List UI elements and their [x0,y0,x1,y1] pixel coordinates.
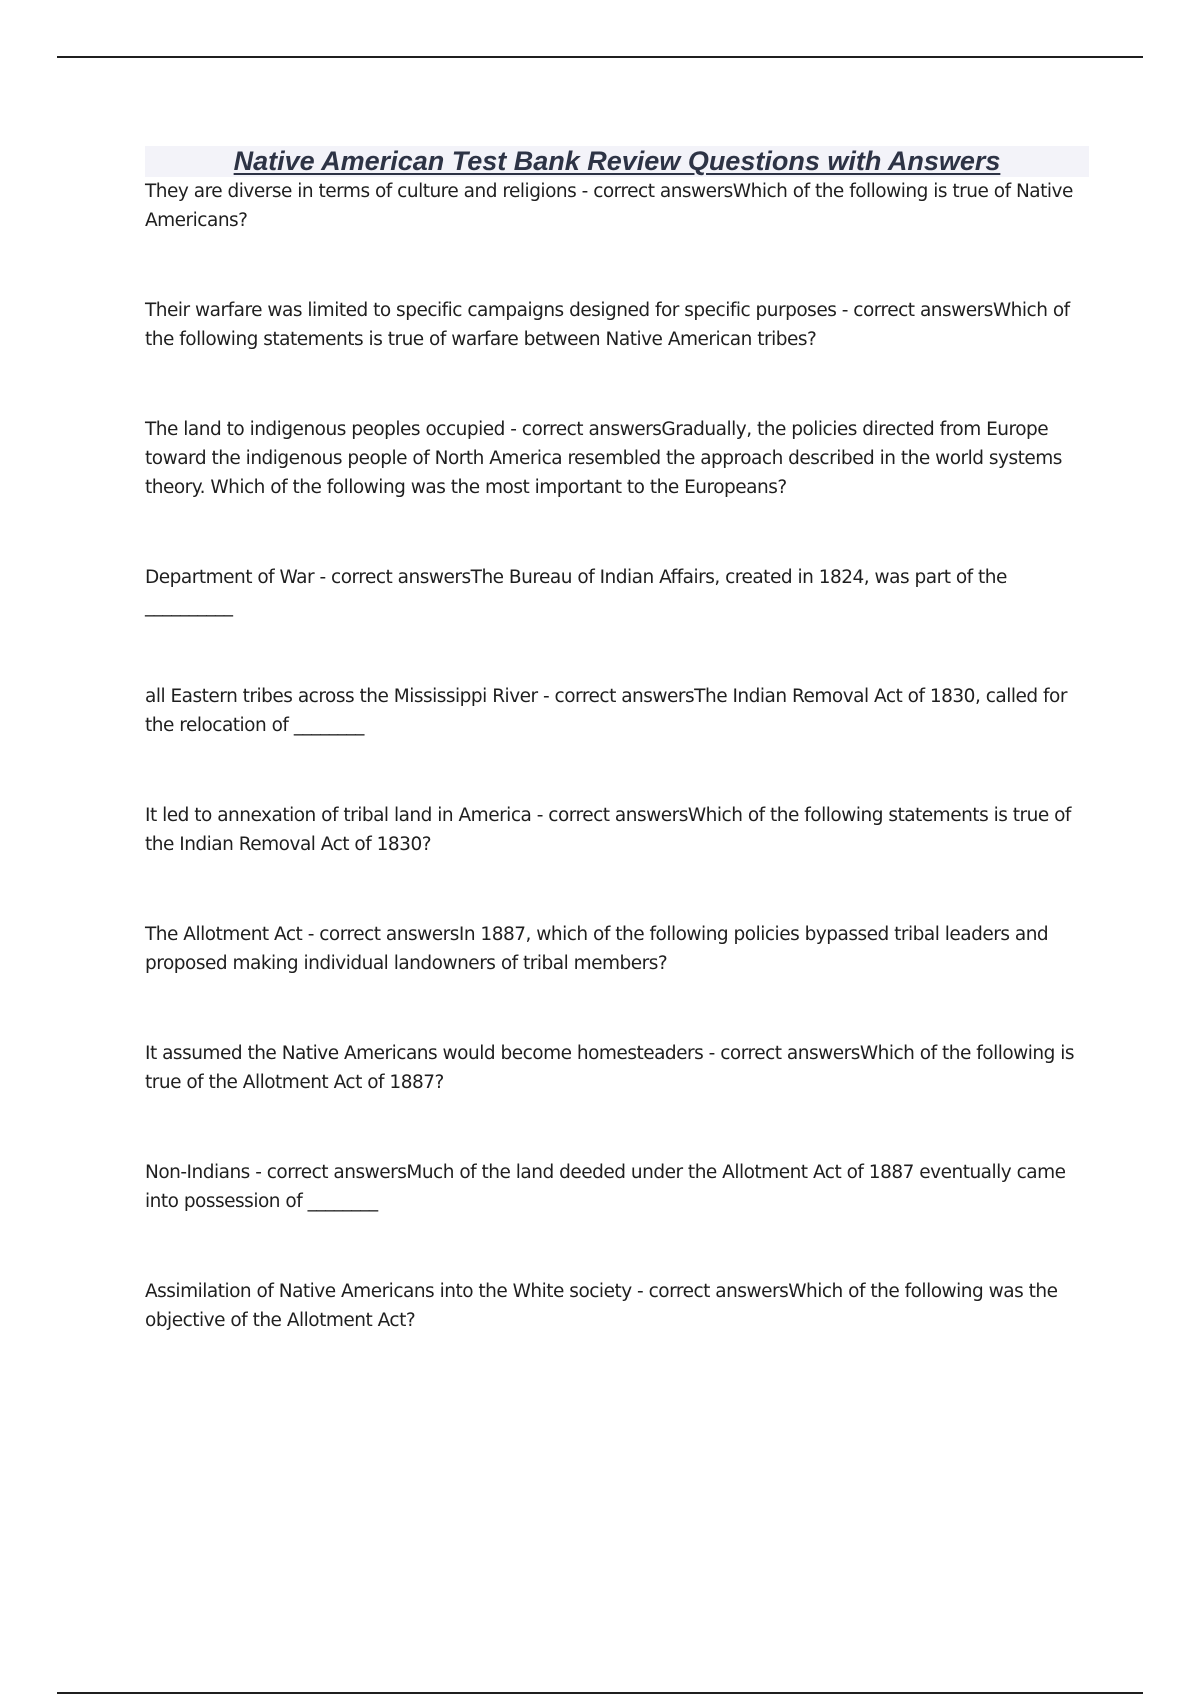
document-title: Native American Test Bank Review Questions with Answers [233,146,1001,176]
qa-item: It assumed the Native Americans would become homesteaders - correct answersWhich of the following is true of the Allotment Act of 1887? [145,1043,1080,1093]
qa-item: The Allotment Act - correct answersIn 1887, which of the following policies bypassed tribal leaders and proposed making individual landowners of tribal members? [145,924,1054,974]
footer-rule [57,1692,1143,1694]
qa-item: Assimilation of Native Americans into the White society - correct answersWhich of the following was the objective of the Allotment Act? [145,1281,1063,1331]
qa-item: They are diverse in terms of culture and religions - correct answersWhich of the following is true of Native Americans? [145,181,1079,231]
header-rule [57,56,1143,58]
qa-item: Non-Indians - correct answersMuch of the land deeded under the Allotment Act of 1887 eventually came into possession of ________ [145,1162,1071,1212]
qa-item: all Eastern tribes across the Mississippi River - correct answersThe Indian Removal Act of 1830, called for the relocation of ________ [145,686,1073,736]
qa-item: It led to annexation of tribal land in America - correct answersWhich of the following statements is true of the Indian Removal Act of 1830? [145,805,1077,855]
qa-item: Department of War - correct answersThe Bureau of Indian Affairs, created in 1824, was part of the __________ [145,567,1013,617]
qa-item: Their warfare was limited to specific campaigns designed for specific purposes - correct answersWhich of the following statements is true of warfare between Native American tribes? [145,300,1076,350]
qa-list [145,177,1089,1335]
qa-item: The land to indigenous peoples occupied - correct answersGradually, the policies directed from Europe toward the indigenous people of North America resembled the approach described in the world systems theory. Which of the following was the most important to the Europeans? [145,419,1068,498]
title-band [145,146,1089,177]
document-body [145,146,1089,1335]
